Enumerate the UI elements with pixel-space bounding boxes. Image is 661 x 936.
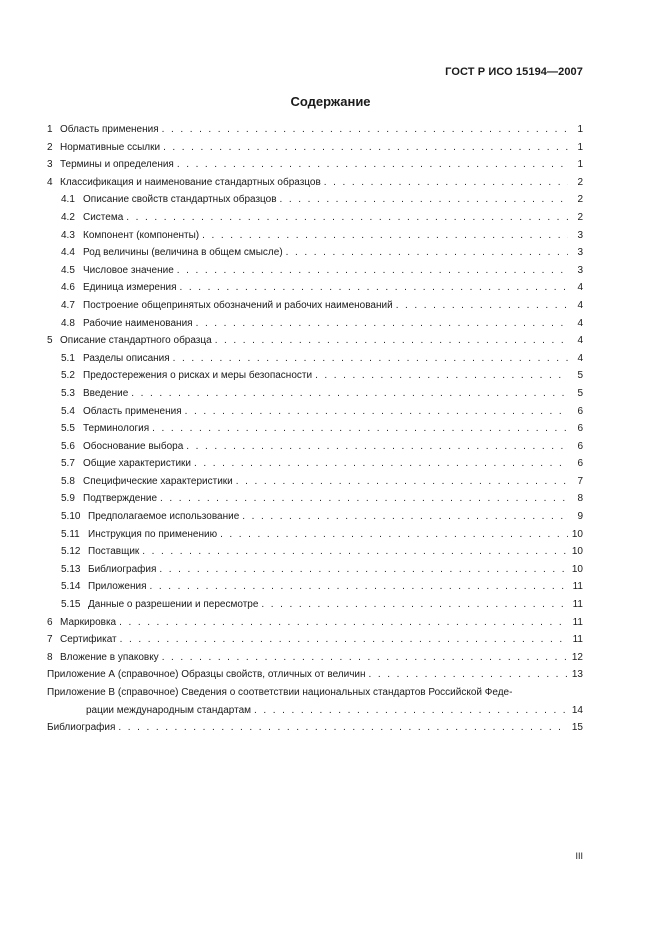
dot-leader: [163, 139, 568, 157]
toc-entry-number: 5.2: [61, 370, 75, 382]
toc-entry-number: 5.3: [61, 387, 75, 399]
dot-leader: [242, 508, 568, 526]
toc-entry-number: 5.10: [61, 511, 81, 523]
toc-entry-page: 6: [577, 405, 583, 417]
toc-entry-page: 9: [577, 511, 583, 523]
dot-leader: [261, 596, 568, 614]
toc-title: Содержание: [290, 94, 371, 109]
page-number: III: [575, 851, 583, 861]
toc-entry-number: 6: [47, 616, 53, 628]
toc-entry-title: Вложение в упаковку: [60, 651, 159, 663]
dot-leader: [186, 438, 568, 456]
toc-entry-page: 6: [577, 458, 583, 470]
dot-leader: [162, 121, 568, 139]
toc-entry-page: 4: [577, 299, 583, 311]
toc-entry-page: 15: [571, 722, 583, 734]
toc-entry-page: 7: [577, 475, 583, 487]
toc-entry-number: 5: [47, 335, 53, 347]
toc-entry-number: 5.13: [61, 563, 81, 575]
toc-entry[interactable]: [47, 191, 583, 209]
dot-leader: [324, 174, 568, 192]
toc-entry-page: 10: [571, 563, 583, 575]
toc-entry-number: 3: [47, 159, 53, 171]
dot-leader: [150, 578, 568, 596]
toc-entry-title: Предостережения о рисках и меры безопасности: [83, 370, 313, 382]
toc-entry-number: 5.12: [61, 546, 81, 558]
toc-entry-number: 2: [47, 141, 53, 153]
toc-entry-appendix-b-continued[interactable]: [47, 702, 583, 720]
toc-entry-title: Введение: [83, 387, 129, 399]
dot-leader: [126, 209, 568, 227]
toc-entry[interactable]: [47, 438, 583, 456]
toc-entry-page: 11: [572, 581, 583, 593]
dot-leader: [173, 350, 568, 368]
toc-entry-number: 5.8: [61, 475, 75, 487]
toc-entry-page: 3: [577, 229, 583, 241]
toc-entry[interactable]: [47, 420, 583, 438]
toc-entry-title: Инструкция по применению: [88, 528, 218, 540]
toc-entry-title: Подтверждение: [83, 493, 158, 505]
toc-entry[interactable]: [47, 297, 583, 315]
dot-leader: [236, 473, 568, 491]
dot-leader: [180, 279, 568, 297]
dot-leader: [196, 315, 568, 333]
dot-leader: [120, 631, 568, 649]
dot-leader: [159, 561, 568, 579]
toc-entry-title: Область применения: [60, 124, 159, 135]
toc-entry-number: 5.9: [61, 493, 75, 505]
toc-entry-title-line1: Приложение В (справочное) Сведения о соответствии национальных стандартов Российской Феде-: [47, 687, 513, 698]
toc-entry[interactable]: [47, 227, 583, 245]
toc-entry[interactable]: [47, 262, 583, 280]
toc-entry-page: 8: [577, 493, 583, 505]
toc-entry-number: 4.3: [61, 229, 75, 241]
toc-entry[interactable]: [47, 139, 583, 157]
toc-entry-title: Терминология: [83, 423, 150, 435]
toc-entry[interactable]: [47, 121, 583, 139]
toc-entry[interactable]: [47, 526, 583, 544]
toc-entry[interactable]: [47, 578, 583, 596]
toc-entry-page: 3: [577, 247, 583, 259]
toc-entry-number: 4.6: [61, 282, 75, 294]
toc-entry-title: Термины и определения: [60, 159, 174, 171]
toc-entry-number: 5.6: [61, 440, 75, 452]
toc-entry[interactable]: [47, 508, 583, 526]
toc-entry-number: 5.15: [61, 599, 81, 611]
toc-entry-page: 14: [571, 704, 583, 716]
toc-entry-title: Сертификат: [60, 634, 117, 646]
toc-entry-title: Построение общепринятых обозначений и рабочих наименований: [83, 299, 393, 311]
toc-entry[interactable]: [47, 596, 583, 614]
toc-entry[interactable]: [47, 174, 583, 192]
dot-leader: [131, 385, 568, 403]
dot-leader: [286, 244, 568, 262]
toc-entry-title: Маркировка: [60, 616, 117, 628]
toc-entry-page: 1: [577, 124, 583, 135]
dot-leader: [220, 526, 568, 544]
toc-entry[interactable]: [47, 455, 583, 473]
toc-entry-title: Библиография: [88, 563, 157, 575]
toc-entry-page: 4: [577, 352, 583, 364]
toc-entry[interactable]: [47, 631, 583, 649]
toc-entry[interactable]: [47, 156, 583, 174]
toc-entry-page: 11: [572, 616, 583, 628]
toc-entry-number: 5.7: [61, 458, 75, 470]
toc-entry-title: Данные о разрешении и пересмотре: [88, 599, 259, 611]
toc-entry-number: 4.8: [61, 317, 75, 329]
toc-entry[interactable]: [47, 350, 583, 368]
toc-entry-number: 1: [47, 124, 53, 135]
toc-entry-page: 10: [571, 528, 583, 540]
dot-leader: [280, 191, 568, 209]
toc-entry-number: 5.14: [61, 581, 81, 593]
toc-entry[interactable]: [47, 649, 583, 667]
toc-entry-number: 8: [47, 651, 53, 663]
dot-leader: [369, 666, 568, 684]
toc-entry-title: Система: [83, 211, 124, 223]
toc-entry-page: 13: [571, 669, 583, 681]
toc-entry-title-line2: рации международным стандартам: [86, 704, 252, 716]
toc-entry-number: 4.2: [61, 211, 75, 223]
toc-entry[interactable]: [47, 543, 583, 561]
toc-entry-title: Род величины (величина в общем смысле): [83, 247, 283, 259]
toc-entry-appendix-b[interactable]: [47, 684, 583, 702]
toc-entry[interactable]: [47, 614, 583, 632]
dot-leader: [177, 262, 568, 280]
dot-leader: [177, 156, 568, 174]
toc-entry-page: 5: [577, 370, 583, 382]
toc-entry-title: Приложения: [88, 581, 147, 593]
toc-entry-page: 1: [577, 159, 583, 171]
dot-leader: [396, 297, 568, 315]
toc-entry[interactable]: [47, 209, 583, 227]
toc-entry-number: 5.1: [61, 352, 75, 364]
dot-leader: [254, 702, 568, 720]
toc-entry-page: 10: [571, 546, 583, 558]
toc-entry[interactable]: [47, 279, 583, 297]
toc-entry[interactable]: [47, 332, 583, 350]
toc-entry-page: 5: [577, 387, 583, 399]
toc-entry[interactable]: [47, 385, 583, 403]
toc-entry[interactable]: [47, 473, 583, 491]
toc-entry-page: 6: [577, 440, 583, 452]
toc-entry-title: Поставщик: [88, 546, 140, 558]
dot-leader: [194, 455, 568, 473]
toc-entry-title: Рабочие наименования: [83, 317, 193, 329]
toc-entry-bibliography[interactable]: [47, 719, 583, 737]
toc-entry-number: 4: [47, 176, 53, 188]
toc-entry-title: Специфические характеристики: [83, 475, 233, 487]
toc-entry-number: 4.7: [61, 299, 75, 311]
dot-leader: [118, 719, 568, 737]
dot-leader: [202, 227, 568, 245]
toc-entry-page: 3: [577, 264, 583, 276]
dot-leader: [162, 649, 568, 667]
toc-entry-number: 4.1: [61, 194, 75, 206]
toc-entry-title: Приложение А (справочное) Образцы свойств, отличных от величин: [47, 669, 366, 681]
toc-entry-number: 4.4: [61, 247, 75, 259]
toc-entry-title: Разделы описания: [83, 352, 170, 364]
toc-entry-page: 2: [577, 211, 583, 223]
toc-entry-title: Библиография: [47, 722, 116, 734]
toc-entry-title: Область применения: [83, 405, 182, 417]
toc-entry[interactable]: [47, 367, 583, 385]
dot-leader: [315, 367, 568, 385]
dot-leader: [185, 403, 568, 421]
toc-entry-title: Обоснование выбора: [83, 440, 184, 452]
toc-entry-page: 2: [577, 194, 583, 206]
table-of-contents: [47, 121, 583, 737]
dot-leader: [215, 332, 568, 350]
toc-entry-number: 5.11: [61, 528, 80, 540]
toc-entry-title: Описание свойств стандартных образцов: [83, 194, 277, 206]
toc-entry[interactable]: [47, 403, 583, 421]
toc-entry-title: Единица измерения: [83, 282, 177, 294]
toc-entry[interactable]: [47, 315, 583, 333]
toc-entry-title: Числовое значение: [83, 264, 174, 276]
toc-entry-page: 12: [571, 651, 583, 663]
toc-entry-title: Предполагаемое использование: [88, 511, 240, 523]
toc-entry[interactable]: [47, 244, 583, 262]
toc-entry-page: 1: [577, 141, 583, 153]
toc-entry-page: 4: [577, 317, 583, 329]
toc-entry-title: Общие характеристики: [83, 458, 192, 470]
toc-entry[interactable]: [47, 490, 583, 508]
dot-leader: [160, 490, 568, 508]
toc-entry-page: 2: [577, 176, 583, 188]
dot-leader: [142, 543, 568, 561]
toc-entry-title: Компонент (компоненты): [83, 229, 200, 241]
document-code: ГОСТ Р ИСО 15194—2007: [445, 66, 583, 78]
toc-entry-page: 11: [572, 599, 583, 611]
toc-entry-page: 6: [577, 423, 583, 435]
toc-entry-number: 4.5: [61, 264, 75, 276]
toc-entry-title: Описание стандартного образца: [60, 335, 212, 347]
dot-leader: [119, 614, 568, 632]
dot-leader: [152, 420, 568, 438]
toc-entry-page: 4: [577, 335, 583, 347]
toc-entry-title: Нормативные ссылки: [60, 141, 161, 153]
toc-entry-title: Классификация и наименование стандартных образцов: [60, 176, 321, 188]
toc-entry-number: 7: [47, 634, 53, 646]
toc-entry-page: 11: [572, 634, 583, 646]
toc-entry-number: 5.5: [61, 423, 75, 435]
toc-entry-number: 5.4: [61, 405, 75, 417]
toc-entry[interactable]: [47, 561, 583, 579]
toc-entry-appendix-a[interactable]: [47, 666, 583, 684]
toc-entry-page: 4: [577, 282, 583, 294]
